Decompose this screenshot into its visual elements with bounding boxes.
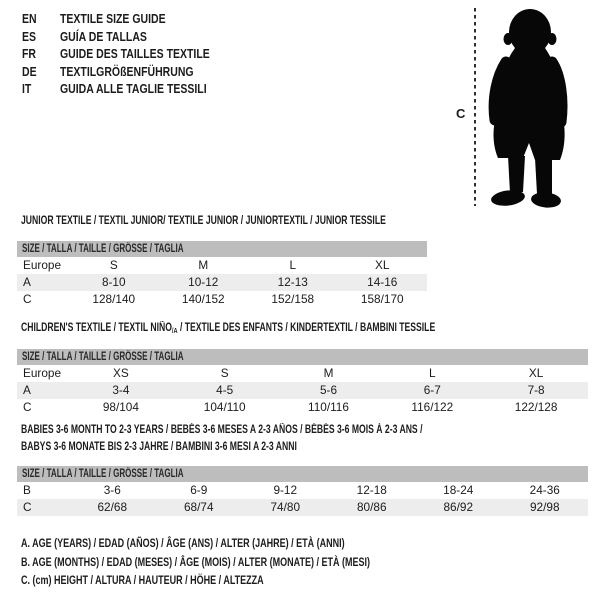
- table-cell: L: [289, 258, 297, 272]
- baby-silhouette-icon: [483, 6, 575, 208]
- children-size-table: [17, 349, 588, 416]
- table-cell: 122/128: [514, 400, 558, 414]
- table-row: [17, 257, 427, 274]
- table-cell: 8-10: [101, 275, 126, 289]
- table-cell: 140/152: [181, 292, 225, 306]
- table-cell: 62/68: [97, 500, 128, 514]
- language-row-en: [22, 12, 238, 30]
- table-cell: S: [109, 258, 118, 272]
- table-cell: 92/98: [529, 500, 560, 514]
- table-cell: 10-12: [188, 275, 219, 289]
- language-code: FR: [22, 47, 37, 62]
- table-cell: 74/80: [270, 500, 301, 514]
- table-row: [17, 274, 427, 291]
- legend: [21, 536, 486, 592]
- junior-size-table: [17, 241, 427, 308]
- language-label: TEXTILE SIZE GUIDE: [60, 12, 166, 26]
- junior-table-title: JUNIOR TEXTILE / TEXTIL JUNIOR/ TEXTILE JUNIOR / JUNIORTEXTIL / JUNIOR TESSILE: [21, 215, 386, 227]
- table-cell: 104/110: [203, 400, 246, 414]
- table-cell: 6-7: [423, 383, 441, 397]
- table-cell: XL: [528, 366, 544, 380]
- size-header-bar: SIZE / TALLA / TAILLE / GRÖSSE / TAGLIA: [17, 349, 588, 365]
- language-list: [22, 12, 238, 100]
- table-cell: S: [220, 366, 229, 380]
- height-measure-line: [474, 8, 476, 206]
- legend-line-b: B. AGE (MONTHS) / EDAD (MESES) / ÂGE (MOIS) / ALTER (MONATE) / ETÀ (MESI): [21, 554, 370, 569]
- babies-size-table: [17, 466, 588, 516]
- size-header-bar: SIZE / TALLA / TAILLE / GRÖSSE / TAGLIA: [17, 241, 427, 257]
- language-label: GUIDE DES TAILLES TEXTILE: [60, 47, 210, 62]
- table-cell: 98/104: [102, 400, 139, 414]
- language-label: GUIDA ALLE TAGLIE TESSILI: [60, 82, 207, 97]
- table-cell: 5-6: [319, 383, 338, 397]
- language-row-de: [22, 65, 238, 83]
- table-cell: 12-13: [277, 275, 308, 289]
- table-cell: 80/86: [356, 500, 387, 514]
- table-row: [17, 482, 588, 499]
- row-label-cell: B: [23, 483, 31, 497]
- language-code: ES: [22, 29, 37, 44]
- row-label-cell: C: [23, 292, 32, 306]
- children-table-title: CHILDREN'S TEXTILE / TEXTIL NIÑO/A / TEXTILE DES ENFANTS / KINDERTEXTIL / BAMBINI TESSILE: [21, 322, 436, 335]
- table-cell: 158/170: [360, 292, 404, 306]
- table-row: [17, 399, 588, 416]
- size-header-bar: SIZE / TALLA / TAILLE / GRÖSSE / TAGLIA: [17, 466, 588, 482]
- table-cell: 14-16: [367, 275, 398, 289]
- row-label-cell: C: [23, 500, 32, 514]
- row-label-cell: C: [23, 400, 32, 414]
- table-cell: 9-12: [273, 483, 298, 497]
- table-cell: XS: [113, 366, 129, 380]
- table-cell: 128/140: [92, 292, 136, 306]
- language-label: TEXTILGRÖßENFÜHRUNG: [60, 64, 194, 79]
- table-cell: XL: [375, 258, 390, 272]
- language-row-fr: [22, 47, 238, 65]
- table-row: [17, 365, 588, 382]
- table-cell: 18-24: [443, 483, 474, 497]
- language-label: GUÍA DE TALLAS: [60, 29, 147, 44]
- row-label-cell: A: [23, 383, 31, 397]
- language-row-es: [22, 30, 238, 48]
- row-label-cell: A: [23, 275, 31, 289]
- table-row: [17, 291, 427, 308]
- table-cell: 152/158: [271, 292, 315, 306]
- row-label-cell: Europe: [23, 258, 62, 272]
- height-measure-label: C: [456, 106, 466, 121]
- babies-table-title: BABIES 3-6 MONTH TO 2-3 YEARS / BEBÉS 3-6 MESES A 2-3 AÑOS / BÉBÉS 3-6 MOIS À 2-3 ANS / BABYS 3-6 MONATE BIS 2-3 JAHRE / BAMBINI 3-6 MESI A 2-3 ANNI: [21, 424, 423, 453]
- table-cell: 116/122: [411, 400, 454, 414]
- language-row-it: [22, 82, 238, 100]
- legend-line-a: A. AGE (YEARS) / EDAD (AÑOS) / ÂGE (ANS) / ALTER (JAHRE) / ETÀ (ANNI): [21, 536, 345, 550]
- row-label-cell: Europe: [23, 366, 62, 380]
- table-cell: 3-4: [112, 383, 130, 397]
- table-cell: 86/92: [443, 500, 474, 514]
- table-cell: 110/116: [308, 400, 349, 414]
- table-cell: 7-8: [527, 383, 545, 397]
- table-cell: L: [429, 366, 436, 380]
- legend-line-c: C. (cm) HEIGHT / ALTURA / HAUTEUR / HÖHE / ALTEZZA: [21, 573, 264, 588]
- table-cell: 68/74: [183, 500, 214, 514]
- table-cell: M: [323, 366, 334, 380]
- table-cell: M: [198, 258, 209, 272]
- table-row: [17, 382, 588, 399]
- table-row: [17, 499, 588, 516]
- table-cell: 12-18: [356, 483, 387, 497]
- table-cell: 3-6: [103, 483, 121, 497]
- language-code: IT: [22, 82, 32, 97]
- language-code: EN: [22, 12, 37, 26]
- table-cell: 4-5: [216, 383, 234, 397]
- table-cell: 6-9: [190, 483, 208, 497]
- table-cell: 24-36: [529, 483, 560, 497]
- language-code: DE: [22, 64, 37, 79]
